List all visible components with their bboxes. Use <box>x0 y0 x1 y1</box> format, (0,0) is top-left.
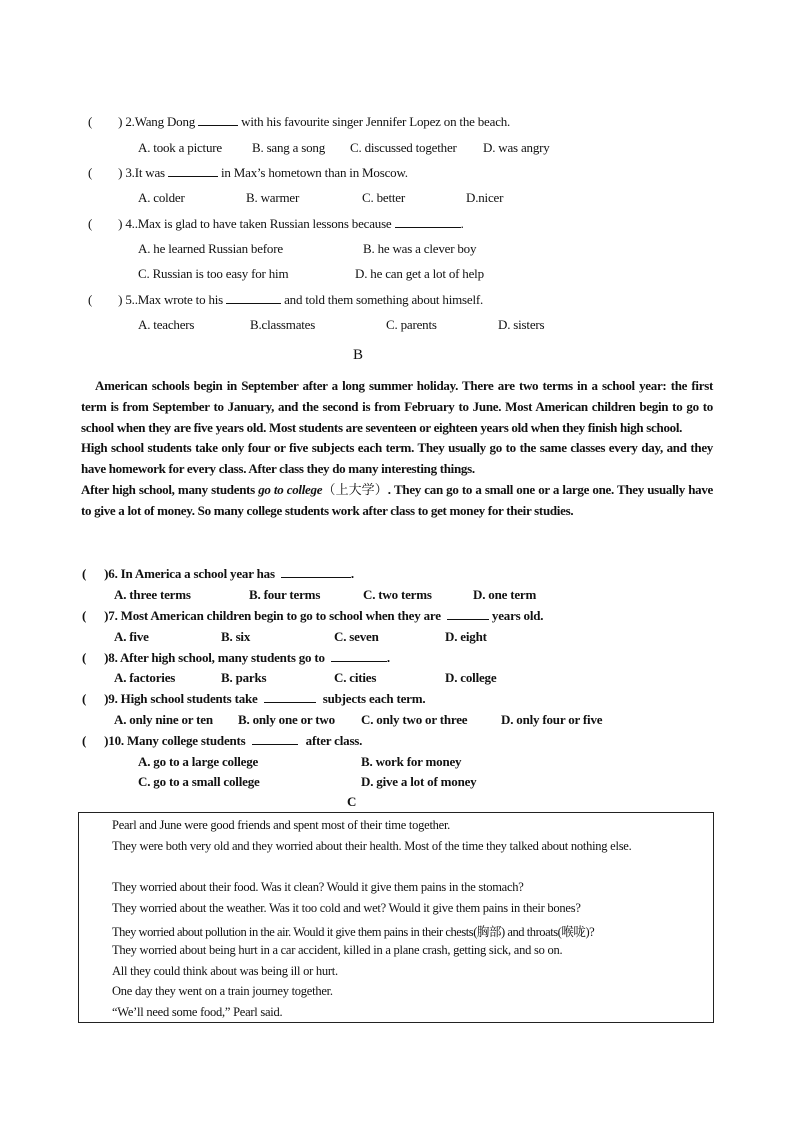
answer-blank[interactable] <box>226 292 281 304</box>
answer-blank[interactable] <box>331 650 387 662</box>
question-number: )7. <box>104 608 118 623</box>
question-number: 2. <box>125 114 135 129</box>
option-d[interactable]: D.nicer <box>466 190 504 205</box>
option-d[interactable]: D. college <box>445 670 497 685</box>
passage-line-4: They worried about the weather. Was it too cold and wet? Would it give them pains in their bones? <box>112 901 581 915</box>
option-a[interactable]: A. go to a large college <box>138 754 259 769</box>
option-a[interactable]: A. factories <box>114 670 176 685</box>
passage-line-2: They were both very old and they worried about their health. Most of the time they talked about nothing else. <box>112 839 632 853</box>
question-stem: Max is glad to have taken Russian lessons because <box>137 216 395 231</box>
option-c[interactable]: C. parents <box>386 317 437 332</box>
answer-blank[interactable] <box>447 608 489 620</box>
option-c[interactable]: C. better <box>362 190 405 205</box>
answer-paren-open[interactable]: ( <box>82 650 87 665</box>
answer-paren-open[interactable]: ( <box>88 165 93 180</box>
question-number: )9. <box>104 691 118 706</box>
option-a[interactable]: A. took a picture <box>138 140 222 155</box>
question-7: ( )7. Most American children begin to go to school when they are years old. <box>82 608 544 623</box>
answer-paren-open[interactable]: ( <box>88 114 93 129</box>
option-a[interactable]: A. only nine or ten <box>114 712 213 727</box>
answer-paren-open[interactable]: ( <box>82 608 87 623</box>
question-4: ( ) 4..Max is glad to have taken Russian lessons because . <box>88 216 464 231</box>
question-9: ( )9. High school students take subjects each term. <box>82 691 426 706</box>
option-b[interactable]: B.classmates <box>250 317 316 332</box>
question-stem: After high school, many students go to <box>117 650 328 665</box>
question-stem: Wang Dong <box>134 114 199 129</box>
section-b-passage <box>81 376 713 522</box>
answer-paren-open[interactable]: ( <box>88 216 93 231</box>
option-b[interactable]: B. work for money <box>361 754 462 769</box>
option-b[interactable]: B. six <box>221 629 251 644</box>
option-d[interactable]: D. he can get a lot of help <box>355 266 484 281</box>
option-c[interactable]: C. seven <box>334 629 379 644</box>
question-number: )10. <box>104 733 124 748</box>
answer-blank[interactable] <box>168 165 218 177</box>
option-d[interactable]: D. one term <box>473 587 537 602</box>
option-b[interactable]: B. sang a song <box>252 140 326 155</box>
question-8: ( )8. After high school, many students go to . <box>82 650 390 665</box>
question-number: )8. <box>104 650 118 665</box>
answer-blank[interactable] <box>252 733 298 745</box>
option-b[interactable]: B. he was a clever boy <box>363 241 477 256</box>
option-b[interactable]: B. warmer <box>246 190 300 205</box>
passage-line-9: “We’ll need some food,” Pearl said. <box>112 1005 283 1019</box>
question-10: ( )10. Many college students after class. <box>82 733 363 748</box>
passage-paragraph-2: High school students take only four or five subjects each term. They usually go to the same classes every day, and they have homework for every class. After class they do many interesting things. <box>81 440 713 477</box>
question-2: ( ) 2.Wang Dong with his favourite singer Jennifer Lopez on the beach. <box>88 114 511 129</box>
option-b[interactable]: B. only one or two <box>238 712 335 727</box>
question-stem: In America a school year has <box>117 566 278 581</box>
passage-line-5: They worried about pollution in the air. Would it give them pains in their chests(胸部) and throats(喉咙)? <box>112 925 595 939</box>
option-b[interactable]: B. four terms <box>249 587 321 602</box>
passage-paragraph-3: After high school, many students go to college（上大学）. They can go to a small one or a large one. They usually have to give a lot of money. So many college students work after class to get money for their studies. <box>81 481 713 518</box>
section-b-heading: B <box>353 347 364 363</box>
option-d[interactable]: D. eight <box>445 629 487 644</box>
question-stem: Max wrote to his <box>137 292 227 307</box>
option-d[interactable]: D. was angry <box>483 140 550 155</box>
option-a[interactable]: A. teachers <box>138 317 195 332</box>
question-number: )6. <box>104 566 118 581</box>
italic-phrase: go to college <box>258 481 323 497</box>
question-number: 5.. <box>125 292 138 307</box>
answer-paren-open[interactable]: ( <box>82 566 87 581</box>
section-c-heading: C <box>347 794 357 809</box>
question-stem: High school students take <box>117 691 261 706</box>
answer-blank[interactable] <box>264 691 316 703</box>
passage-line-8: One day they went on a train journey together. <box>112 984 333 998</box>
option-b[interactable]: B. parks <box>221 670 267 685</box>
answer-blank[interactable] <box>395 216 461 228</box>
answer-paren-open[interactable]: ( <box>82 691 87 706</box>
option-c[interactable]: C. discussed together <box>350 140 457 155</box>
option-a[interactable]: A. colder <box>138 190 185 205</box>
option-d[interactable]: D. only four or five <box>501 712 603 727</box>
option-c[interactable]: C. cities <box>334 670 377 685</box>
question-number: 4.. <box>125 216 138 231</box>
answer-paren-open[interactable]: ( <box>88 292 93 307</box>
option-c[interactable]: C. only two or three <box>361 712 468 727</box>
option-a[interactable]: A. five <box>114 629 149 644</box>
question-3: ( ) 3.It was in Max’s hometown than in Moscow. <box>88 165 408 180</box>
option-a[interactable]: A. he learned Russian before <box>138 241 283 256</box>
answer-paren-open[interactable]: ( <box>82 733 87 748</box>
question-stem: Most American children begin to go to school when they are <box>117 608 444 623</box>
option-c[interactable]: C. Russian is too easy for him <box>138 266 289 281</box>
question-6: ( )6. In America a school year has . <box>82 566 354 581</box>
chinese-gloss: （上大学） <box>322 481 388 497</box>
option-a[interactable]: A. three terms <box>114 587 191 602</box>
passage-paragraph-1: American schools begin in September after a long summer holiday. There are two terms in a school year: the first term is from September to January, and the second is from February to June. Most American children begin to go to school when they are five years old. Most students are seventeen or eighteen years old when they finish high school. <box>81 378 713 435</box>
answer-blank[interactable] <box>281 566 351 578</box>
answer-blank[interactable] <box>198 114 238 126</box>
question-stem: It was <box>134 165 168 180</box>
passage-line-6: They worried about being hurt in a car accident, killed in a plane crash, getting sick, and so on. <box>112 943 563 957</box>
passage-line-7: All they could think about was being ill or hurt. <box>112 964 338 978</box>
question-5: ( ) 5..Max wrote to his and told them something about himself. <box>88 292 484 307</box>
passage-line-1: Pearl and June were good friends and spent most of their time together. <box>112 818 451 832</box>
option-c[interactable]: C. go to a small college <box>138 774 260 789</box>
option-d[interactable]: D. sisters <box>498 317 545 332</box>
section-c-passage-box <box>78 812 714 1023</box>
option-d[interactable]: D. give a lot of money <box>361 774 477 789</box>
passage-line-3: They worried about their food. Was it clean? Would it give them pains in the stomach? <box>112 880 524 894</box>
option-c[interactable]: C. two terms <box>363 587 432 602</box>
question-number: 3. <box>125 165 135 180</box>
question-stem: Many college students <box>123 733 249 748</box>
